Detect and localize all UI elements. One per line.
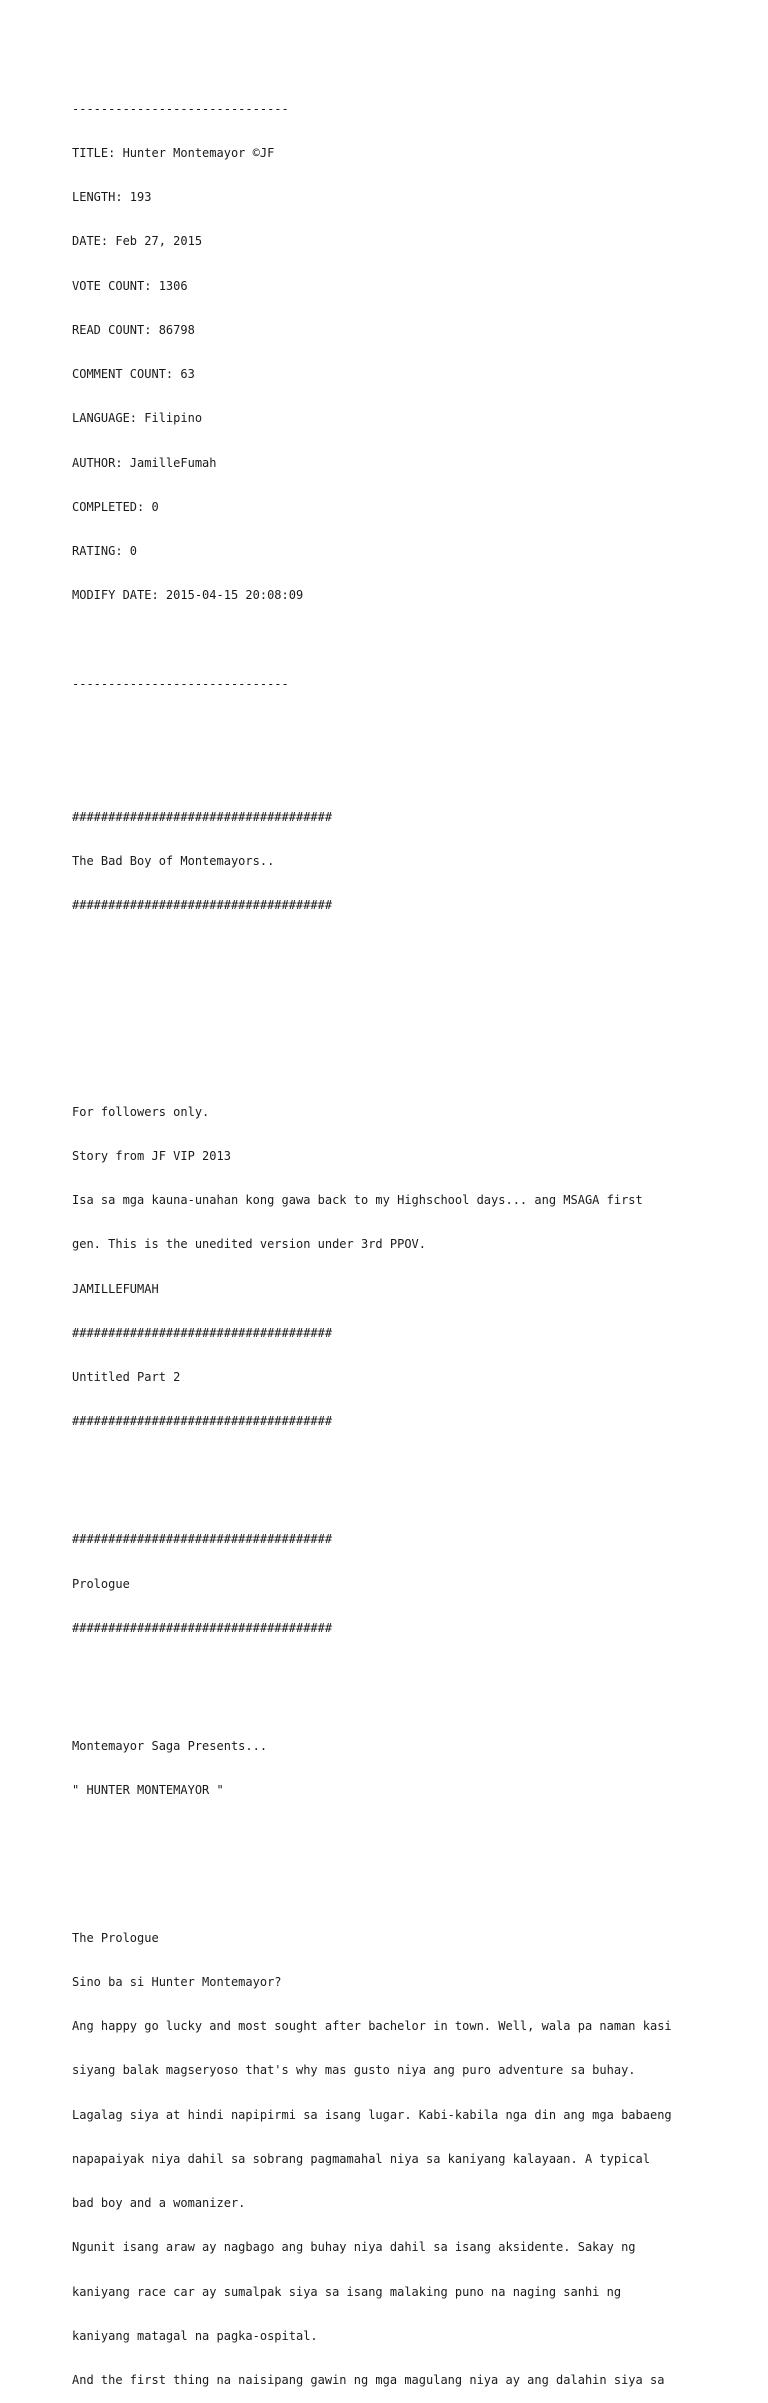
blank-gap [72,1665,732,1695]
chapter1-line: gen. This is the unedited version under 3rd PPOV. [72,1237,427,1252]
prologue-line: siyang balak magseryoso that's why mas gusto niya ang puro adventure sa buhay. [72,2063,636,2078]
hash-rule: #################################### [72,1532,333,1547]
prologue-title: Prologue [72,1576,130,1591]
blank-gap [72,721,732,765]
chapter1-line: Story from JF VIP 2013 [72,1148,231,1163]
document-page [72,72,732,2403]
prologue-presents: Montemayor Saga Presents... [72,1738,268,1753]
hash-rule: #################################### [72,1325,333,1340]
meta-length: LENGTH: 193 [72,190,152,204]
chapter2-title: Untitled Part 2 [72,1370,181,1384]
prologue-line: Ang happy go lucky and most sought after bachelor in town. Well, wala pa naman kasi [72,2019,672,2033]
meta-completed: COMPLETED: 0 [72,499,159,514]
meta-language: LANGUAGE: Filipino [72,411,203,426]
blank-gap [72,942,732,1060]
separator-top: ------------------------------ [72,101,289,116]
prologue-line: Ngunit isang araw ay nagbago ang buhay niya dahil sa isang aksidente. Sakay ng [72,2240,636,2255]
chapter1-line: JAMILLEFUMAH [72,1281,159,1296]
prologue-line: The Prologue [72,1930,159,1945]
blank-line [72,633,732,648]
prologue-line: bad boy and a womanizer. [72,2196,246,2210]
meta-date: DATE: Feb 27, 2015 [72,234,203,249]
hash-rule: #################################### [72,1414,333,1429]
blank-gap [72,1459,732,1489]
prologue-line: Lagalag siya at hindi napipirmi sa isang lugar. Kabi-kabila nga din ang mga babaeng [72,2107,672,2122]
meta-rating: RATING: 0 [72,544,138,558]
separator-bottom: ------------------------------ [72,676,289,691]
prologue-line: kaniyang matagal na pagka-ospital. [72,2328,318,2343]
chapter1-line: Isa sa mga kauna-unahan kong gawa back to my Highschool days... ang MSAGA first [72,1193,643,1207]
prologue-line: napapaiyak niya dahil sa sobrang pagmamahal niya sa kaniyang kalayaan. A typical [72,2151,650,2166]
hash-rule: #################################### [72,809,333,824]
prologue-subtitle: " HUNTER MONTEMAYOR " [72,1783,224,1797]
meta-vote-count: VOTE COUNT: 1306 [72,278,188,293]
meta-title: TITLE: Hunter Montemayor ©JF [72,145,275,160]
meta-author: AUTHOR: JamilleFumah [72,455,217,470]
hash-rule: #################################### [72,898,333,912]
blank-gap [72,1827,732,1886]
prologue-line: kaniyang race car ay sumalpak siya sa isang malaking puno na naging sanhi ng [72,2284,622,2299]
prologue-line: And the first thing na naisipang gawin ng mga magulang niya ay ang dalahin siya sa [72,2373,665,2387]
meta-modify-date: MODIFY DATE: 2015-04-15 20:08:09 [72,588,304,603]
meta-read-count: READ COUNT: 86798 [72,322,195,337]
meta-comment-count: COMMENT COUNT: 63 [72,367,195,381]
hash-rule: #################################### [72,1620,333,1635]
chapter1-line: For followers only. [72,1104,210,1119]
prologue-line: Sino ba si Hunter Montemayor? [72,1974,282,1989]
chapter1-title: The Bad Boy of Montemayors.. [72,853,275,868]
